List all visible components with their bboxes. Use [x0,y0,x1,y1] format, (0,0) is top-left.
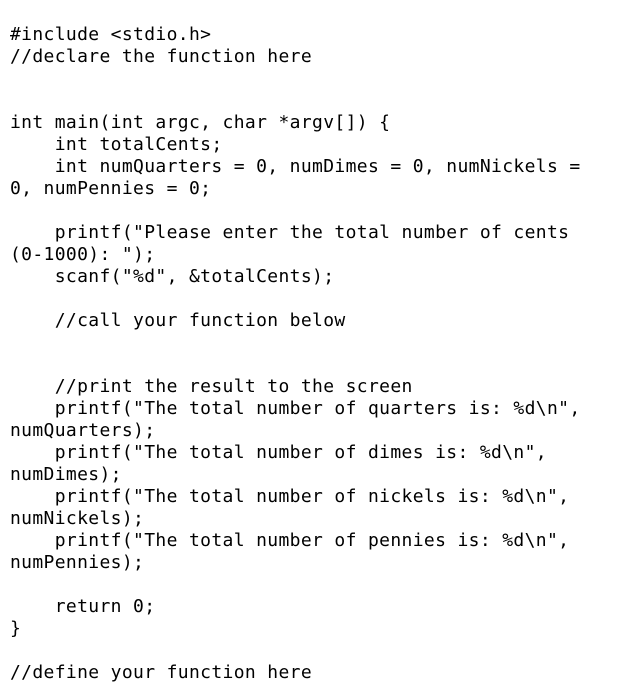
code-line [10,574,641,596]
code-line: printf("The total number of nickels is: %d\n", [10,486,570,507]
code-line [10,68,641,90]
code-line [10,332,641,354]
code-line: numDimes); [10,464,122,485]
code-line: printf("The total number of pennies is: %d\n", [10,530,570,551]
code-line [10,90,641,112]
code-line: printf("The total number of quarters is: %d\n", [10,398,581,419]
code-line: scanf("%d", &totalCents); [10,266,335,287]
code-line: } [10,618,22,639]
code-line: printf("The total number of dimes is: %d\n", [10,442,547,463]
code-line: int numQuarters = 0, numDimes = 0, numNickels = [10,156,581,177]
code-line [10,640,641,662]
code-line: #include <stdio.h> [10,24,212,45]
code-line: return 0; [10,596,156,617]
code-line: //declare the function here [10,46,313,67]
code-line: //print the result to the screen [10,376,413,397]
code-line [10,354,641,376]
code-line: int main(int argc, char *argv[]) { [10,112,391,133]
code-line [10,288,641,310]
code-line: numNickels); [10,508,145,529]
code-line: 0, numPennies = 0; [10,178,212,199]
code-line [10,200,641,222]
code-line: //call your function below [10,310,346,331]
code-line: //define your function here [10,662,313,683]
code-line: numPennies); [10,552,145,573]
code-line: int totalCents; [10,134,223,155]
code-line: numQuarters); [10,420,156,441]
code-line: printf("Please enter the total number of cents [10,222,570,243]
code-line: (0-1000): "); [10,244,156,265]
